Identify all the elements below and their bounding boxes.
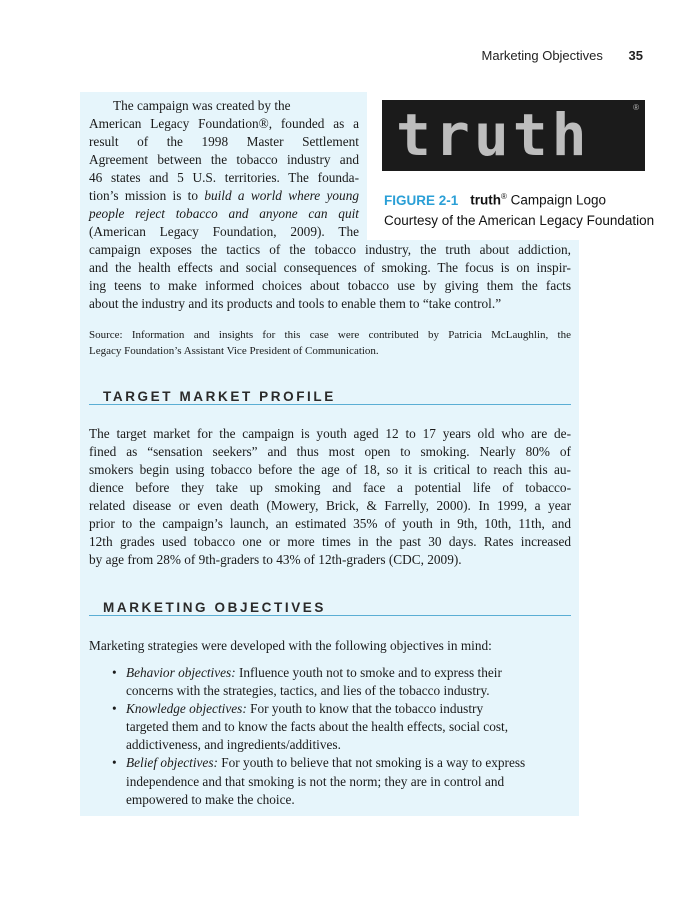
intro-line: The campaign was created by the <box>113 98 291 113</box>
objective-text: empowered to make the choice. <box>126 791 295 807</box>
intro-line: campaign exposes the tactics of the tobacco industry, the truth about addiction, <box>89 242 571 257</box>
objective-text: Influence youth not to smoke and to express their <box>235 665 502 680</box>
caption-word: truth <box>470 192 502 208</box>
figure-label: FIGURE 2-1 <box>384 192 459 208</box>
page-number: 35 <box>628 48 643 63</box>
heading-rule <box>89 615 571 616</box>
intro-line: and the health effects and social consequences of smoking. The focus is on inspir- <box>89 260 571 275</box>
mission-lead: tion’s mission is to <box>89 188 205 203</box>
objectives-intro: Marketing strategies were developed with the following objectives in mind: <box>89 638 492 653</box>
heading-marketing-objectives: MARKETING OBJECTIVES <box>103 600 327 615</box>
intro-line: 46 states and 5 U.S. territories. The founda- <box>89 170 359 185</box>
caption-rest: Campaign Logo <box>506 192 606 208</box>
figure-credit: Courtesy of the American Legacy Foundation <box>384 212 655 228</box>
logo-registered-mark: ® <box>633 103 639 112</box>
list-item <box>112 700 557 754</box>
bullet-icon: • <box>112 755 117 771</box>
objectives-list <box>112 664 557 809</box>
mission-line <box>89 205 359 223</box>
source-line: Legacy Foundation’s Assistant Vice President of Communication. <box>89 345 379 357</box>
intro-line: ing teens to make informed choices about tobacco use by giving them the facts <box>89 278 571 293</box>
body-line: dience before they take up smoking and face a potential life of tobacco- <box>89 480 571 495</box>
intro-line: (American Legacy Foundation, 2009). The <box>89 224 359 239</box>
body-line: prior to the campaign’s launch, an estimated 35% of youth in 9th, 10th, 11th, and <box>89 516 571 531</box>
objective-label: Belief objectives: <box>126 755 218 771</box>
intro-line: about the industry and its products and tools to enable them to “take control.” <box>89 296 502 311</box>
intro-line: Agreement between the tobacco industry and <box>89 152 359 167</box>
objective-label: Knowledge objectives: <box>126 701 247 717</box>
objective-text: targeted them and to know the facts about the health effects, social cost, <box>126 719 509 735</box>
objective-label: Behavior objectives: <box>126 665 236 680</box>
body-line: 12th grades used tobacco one or more times in the past 30 days. Rates increased <box>89 534 571 549</box>
mission-italic: people reject tobacco and anyone can quit <box>89 206 359 221</box>
source-note <box>89 327 571 359</box>
logo-text: truth <box>396 101 591 169</box>
mission-italic: build a world where young <box>204 188 359 203</box>
objective-text: independence and that smoking is not the norm; they are in control and <box>126 773 505 789</box>
intro-line: result of the 1998 Master Settlement <box>89 134 359 149</box>
source-line: Source: Information and insights for this case were contributed by Patricia McLaughlin, the <box>89 329 571 341</box>
body-line: The target market for the campaign is youth aged 12 to 17 years old who are de- <box>89 426 571 441</box>
objective-text: For youth to know that the tobacco industry <box>246 701 484 717</box>
body-line: by age from 28% of 9th-graders to 43% of 12th-graders (CDC, 2009). <box>89 552 462 567</box>
objective-text: concerns with the strategies, tactics, and lies of the tobacco industry. <box>126 683 490 699</box>
list-item <box>112 664 557 700</box>
body-line: fined as “sensation seekers” and thus most open to smoking. Nearly 80% of <box>89 444 571 459</box>
truth-logo <box>382 100 645 171</box>
body-line: smokers begin using tobacco before the age of 18, so it is critical to reach this au- <box>89 462 571 477</box>
figure-caption <box>384 187 654 231</box>
bullet-icon: • <box>112 701 117 717</box>
objective-text: For youth to believe that not smoking is a way to express <box>217 755 526 771</box>
list-item <box>112 754 557 808</box>
caption-title <box>384 187 654 211</box>
heading-target-market: TARGET MARKET PROFILE <box>103 389 336 404</box>
objective-text: addictiveness, and ingredients/additives. <box>126 737 341 753</box>
bullet-icon: • <box>112 665 117 680</box>
running-head <box>482 48 643 63</box>
caption-registered-mark: ® <box>501 192 507 201</box>
mission-line <box>89 187 359 205</box>
heading-rule <box>89 404 571 405</box>
intro-line: American Legacy Foundation®, founded as a <box>89 116 359 131</box>
body-line: related disease or even death (Mowery, Brick, & Farrelly, 2000). In 1999, a year <box>89 498 571 513</box>
section-title: Marketing Objectives <box>481 48 603 63</box>
